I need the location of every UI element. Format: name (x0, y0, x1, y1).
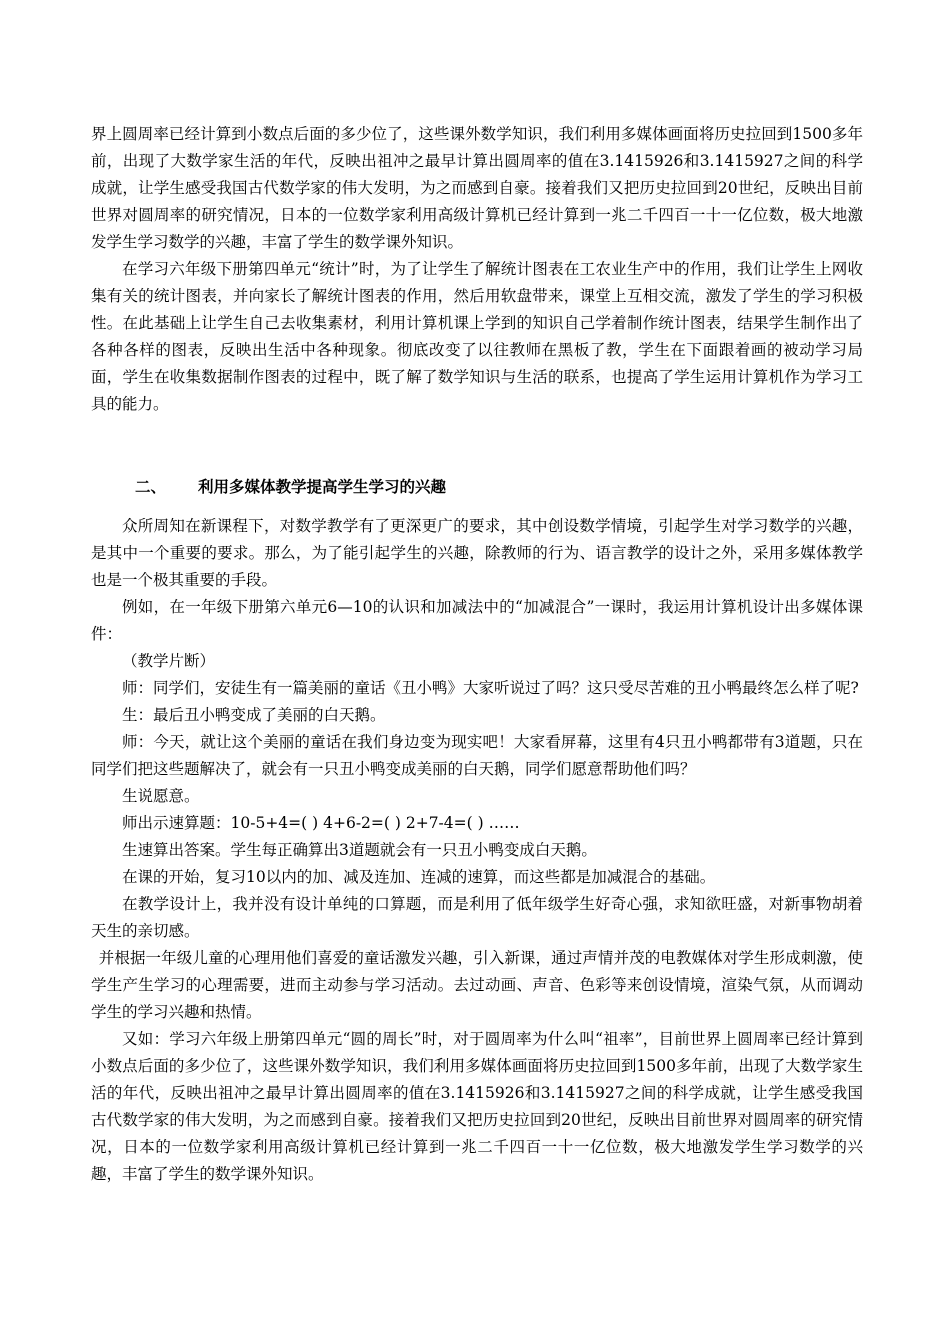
math-problems: 师出示速算题：10-5+4=( ) 4+6-2=( ) 2+7-4=( ) …… (122, 814, 520, 832)
paragraph: 又如：学习六年级上册第四单元“圆的周长”时，对于圆周率为什么叫“祖率”，目前世界上圆周率已经计算到小数点后面的多少位了，这些课外数学知识，我们利用多媒体画面将历史拉回到1500多年前，出现了大数学家生活的年代，反映出祖冲之最早计算出圆周率的值在3.1415926和3.1415927之间的科学成就，让学生感受我国古代数学家的伟大发明，为之而感到自豪。接着我们又把历史拉回到20世纪，反映出目前世界对圆周率的研究情况，日本的一位数学家利用高级计算机已经计算到一兆二千四百一十一亿位数，极大地激发学生学习数学的兴趣，丰富了学生的数学课外知识。 (91, 1030, 863, 1183)
paragraph: 在课的开始，复习10以内的加、减及连加、连减的速算，而这些都是加减混合的基础。 (122, 868, 716, 886)
paragraph: 并根据一年级儿童的心理用他们喜爱的童话激发兴趣，引入新课，通过声情并茂的电教媒体对学生形成刺激，使学生产生学习的心理需要，进而主动参与学习活动。去过动画、声音、色彩等来创设情境，渲染气氛，从而调动学生的学习兴趣和热情。 (91, 949, 863, 1021)
section-number: 二、 (135, 478, 167, 496)
paragraph: 在学习六年级下册第四单元“统计”时，为了让学生了解统计图表在工农业生产中的作用，我们让学生上网收集有关的统计图表，并向家长了解统计图表的作用，然后用软盘带来，课堂上互相交流，激发了学生的学习积极性。在此基础上让学生自己去收集素材，利用计算机课上学到的知识自己学着制作统计图表，结果学生制作出了各种各样的图表，反映出生活中各种现象。彻底改变了以往教师在黑板了教，学生在下面跟着画的被动学习局面，学生在收集数据制作图表的过程中，既了解了数学知识与生活的联系，也提高了学生运用计算机作为学习工具的能力。 (91, 260, 863, 413)
section-title: 利用多媒体教学提高学生学习的兴趣 (198, 478, 447, 496)
section-heading (135, 474, 446, 501)
paragraph: 生速算出答案。学生每正确算出3道题就会有一只丑小鸭变成白天鹅。 (122, 841, 597, 859)
text-block-top (91, 121, 863, 418)
dialogue-line: 师：今天，就让这个美丽的童话在我们身边变为现实吧！大家看屏幕，这里有4只丑小鸭都带有3道题，只在同学们把这些题解决了，就会有一只丑小鸭变成美丽的白天鹅，同学们愿意帮助他们吗？ (91, 733, 863, 778)
paragraph: （教学片断） (122, 652, 216, 670)
paragraph: 众所周知在新课程下，对数学教学有了更深更广的要求，其中创设数学情境，引起学生对学习数学的兴趣，是其中一个重要的要求。那么，为了能引起学生的兴趣，除教师的行为、语言教学的设计之外，采用多媒体教学也是一个极其重要的手段。 (91, 517, 863, 589)
dialogue-line: 生：最后丑小鸭变成了美丽的白天鹅。 (122, 706, 386, 724)
dialogue-line: 生说愿意。 (122, 787, 200, 805)
paragraph: 在教学设计上，我并没有设计单纯的口算题，而是利用了低年级学生好奇心强，求知欲旺盛，对新事物胡着天生的亲切感。 (91, 895, 863, 940)
dialogue-line: 师：同学们，安徒生有一篇美丽的童话《丑小鸭》大家听说过了吗？这只受尽苦难的丑小鸭最终怎么样了呢? (122, 679, 859, 697)
text-block-bottom (91, 513, 863, 1188)
paragraph: 界上圆周率已经计算到小数点后面的多少位了，这些课外数学知识，我们利用多媒体画面将历史拉回到1500多年前，出现了大数学家生活的年代，反映出祖冲之最早计算出圆周率的值在3.1415926和3.1415927之间的科学成就，让学生感受我国古代数学家的伟大发明，为之而感到自豪。接着我们又把历史拉回到20世纪，反映出目前世界对圆周率的研究情况，日本的一位数学家利用高级计算机已经计算到一兆二千四百一十一亿位数，极大地激发学生学习数学的兴趣，丰富了学生的数学课外知识。 (91, 125, 863, 251)
paragraph: 例如，在一年级下册第六单元6—10的认识和加减法中的“加减混合”一课时，我运用计算机设计出多媒体课件： (91, 598, 863, 643)
